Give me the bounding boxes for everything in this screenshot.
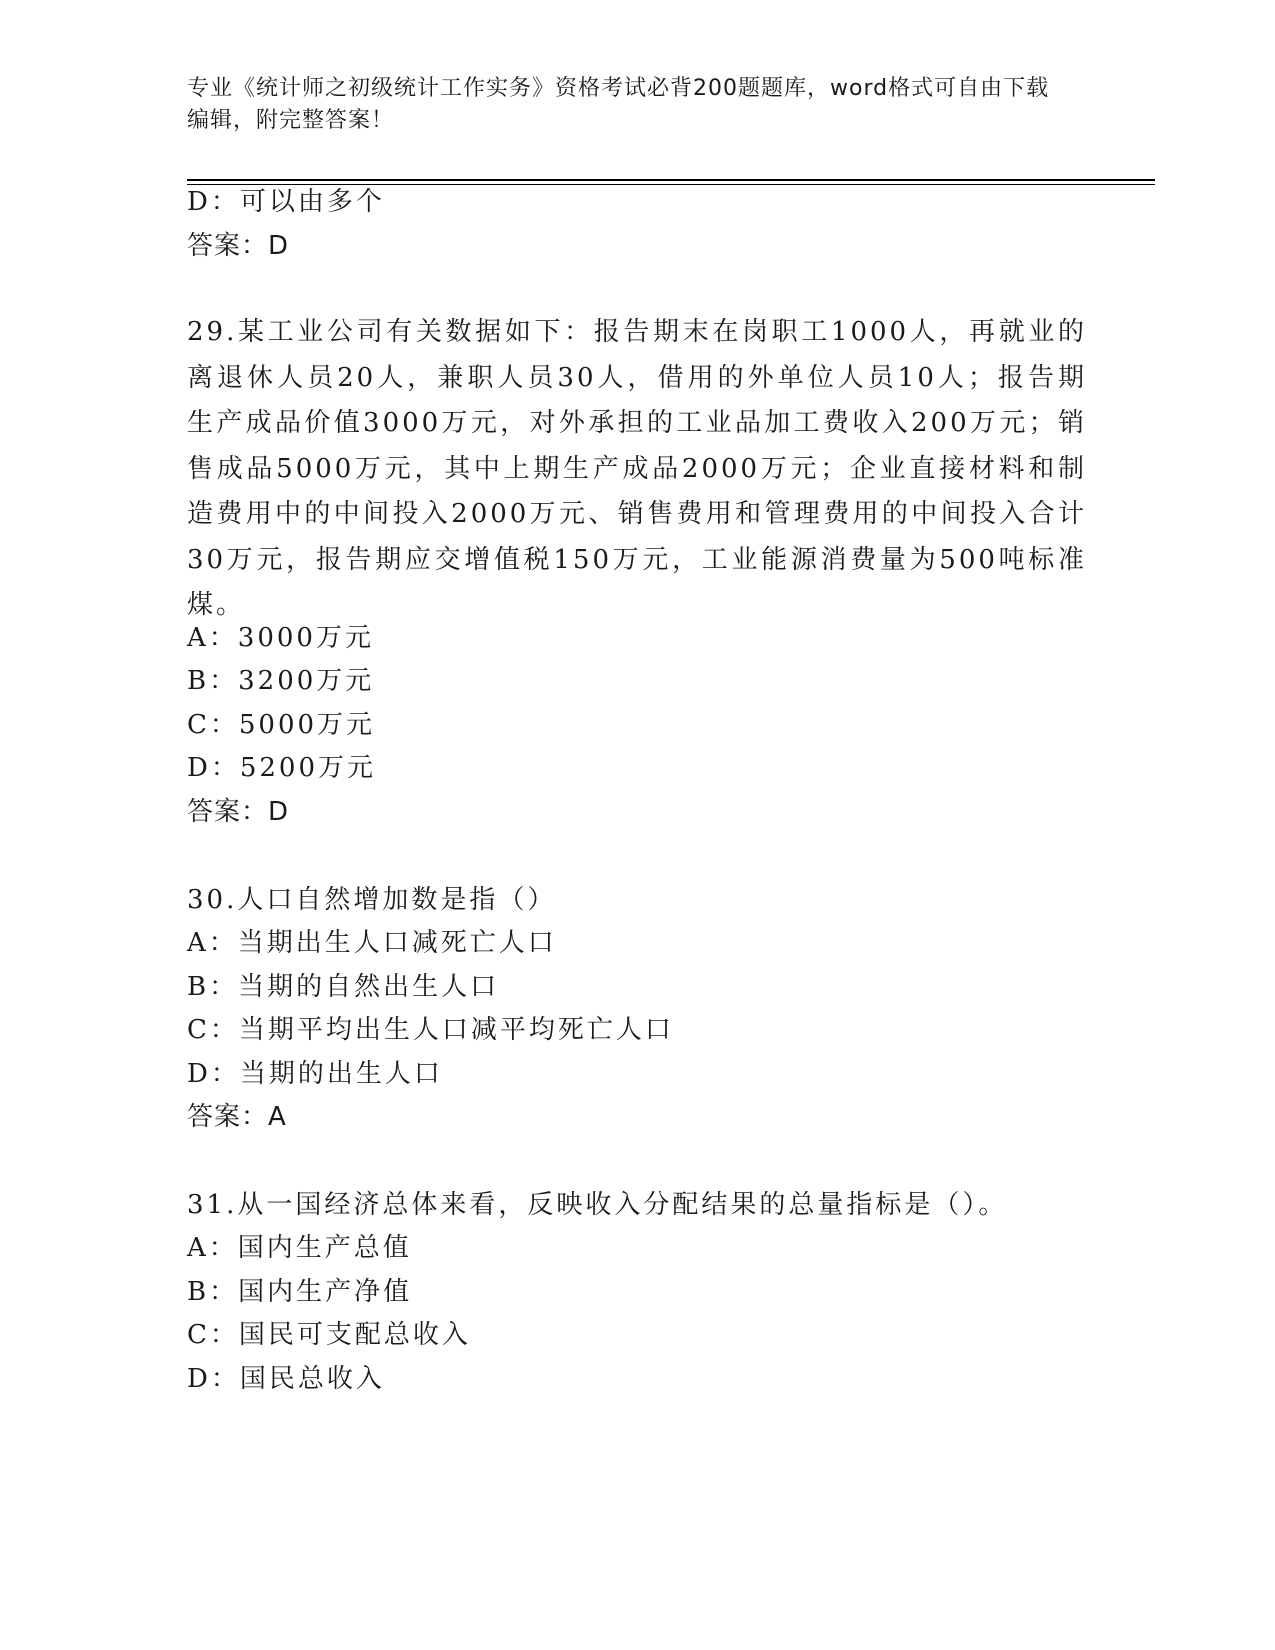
document-header: 专业《统计师之初级统计工作实务》资格考试必背200题题库，word格式可自由下载编辑，附完整答案！ [187, 76, 1050, 133]
q30-answer: 答案：A [187, 1102, 287, 1132]
q29-option-d: D：5200万元 [187, 753, 377, 783]
q29-option-a: A：3000万元 [187, 623, 374, 653]
q30-option-a: A：当期出生人口减死亡人口 [187, 928, 557, 958]
q31-option-d: D：国民总收入 [187, 1364, 385, 1394]
q30-option-d: D：当期的出生人口 [187, 1059, 443, 1089]
header-rule-thick [187, 179, 1155, 181]
q29-option-c: C：5000万元 [187, 710, 376, 740]
q29-option-b: B：3200万元 [187, 666, 375, 696]
prev-option-d: D：可以由多个 [187, 187, 385, 217]
q31-option-b: B：国内生产净值 [187, 1277, 413, 1307]
question-29-stem: 29.某工业公司有关数据如下：报告期末在岗职工1000人，再就业的离退休人员20人，兼职人员30人，借用的外单位人员10人；报告期生产成品价值3000万元，对外承担的工业品加工费收入200万元；销售成品5000万元，其中上期生产成品2000万元；企业直接材料和制造费用中的中间投入2000万元、销售费用和管理费用的中间投入合计30万元，报告期应交增值税150万元，工业能源消费量为500吨标准煤。 [187, 317, 1087, 620]
q30-option-c: C：当期平均出生人口减平均死亡人口 [187, 1015, 674, 1045]
q31-option-c: C：国民可支配总收入 [187, 1320, 471, 1350]
q29-answer: 答案：D [187, 797, 290, 827]
question-31-stem: 31.从一国经济总体来看，反映收入分配结果的总量指标是（）。 [187, 1190, 1008, 1220]
question-30-stem: 30.人口自然增加数是指（） [187, 885, 557, 915]
q30-option-b: B：当期的自然出生人口 [187, 972, 500, 1002]
q31-option-a: A：国内生产总值 [187, 1233, 412, 1263]
prev-answer: 答案：D [187, 231, 290, 261]
